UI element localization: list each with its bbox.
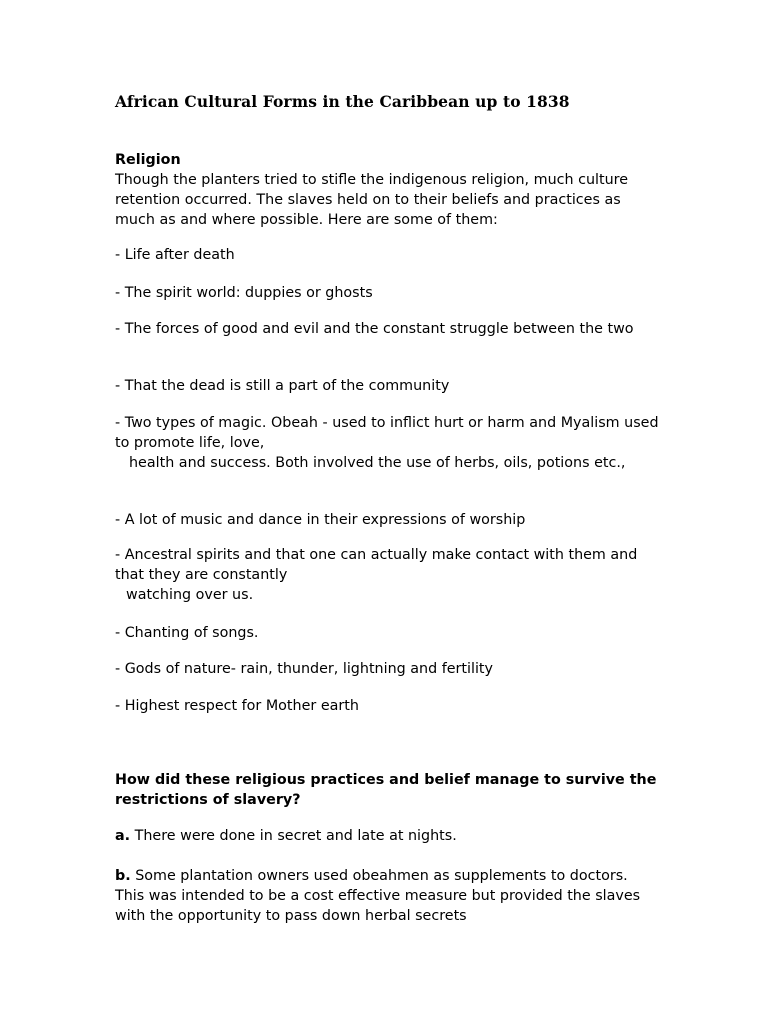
answer-text: Some plantation owners used obeahmen as supplements to doctors. This was intended to be a cost effective measure but provided the slaves with the opportunity to pass down herbal secrets (115, 868, 641, 924)
belief-item: - Gods of nature- rain, thunder, lightning and fertility (115, 661, 494, 677)
document-title: African Cultural Forms in the Caribbean up to 1838 (115, 92, 570, 111)
religion-section (115, 150, 660, 230)
belief-item: - A lot of music and dance in their expressions of worship (115, 512, 526, 528)
belief-item-ancestral (115, 545, 660, 605)
answer-label: b. (115, 868, 131, 884)
belief-item: - Chanting of songs. (115, 625, 259, 641)
belief-item-magic (115, 413, 660, 473)
belief-item-continuation: health and success. Both involved the use of herbs, oils, potions etc., (129, 455, 626, 471)
belief-item: - Life after death (115, 247, 235, 263)
belief-item-text: - Two types of magic. Obeah - used to inflict hurt or harm and Myalism used to promote life, love, (115, 415, 659, 451)
section-heading-religion: Religion (115, 152, 181, 168)
belief-item: - That the dead is still a part of the community (115, 378, 450, 394)
belief-item: - The spirit world: duppies or ghosts (115, 285, 373, 301)
survival-question: How did these religious practices and belief manage to survive the restrictions of slavery? (115, 772, 657, 808)
answer-text: There were done in secret and late at nights. (130, 828, 457, 844)
answer-item (115, 866, 660, 926)
answer-item (115, 826, 660, 846)
religion-intro-paragraph: Though the planters tried to stifle the indigenous religion, much culture retention occurred. The slaves held on to their beliefs and practices as much as and where possible. Here are some of them: (115, 172, 629, 228)
belief-item-text: - Ancestral spirits and that one can actually make contact with them and that they are constantly (115, 547, 638, 583)
belief-item: - The forces of good and evil and the constant struggle between the two (115, 321, 634, 337)
answer-label: a. (115, 828, 131, 844)
belief-item: - Highest respect for Mother earth (115, 698, 359, 714)
belief-item-continuation: watching over us. (126, 587, 254, 603)
